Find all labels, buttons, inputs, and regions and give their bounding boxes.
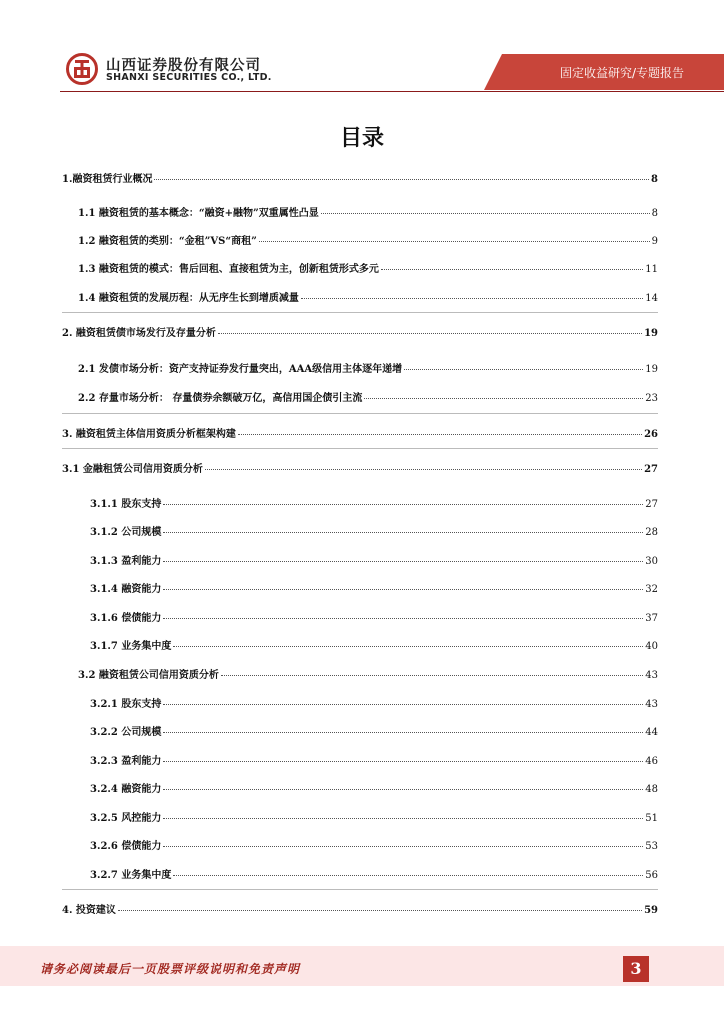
- toc-entry-page: 48: [645, 784, 658, 795]
- toc-entry[interactable]: [90, 752, 658, 767]
- toc-entry-title: 3.2.3 盈利能力: [90, 756, 162, 767]
- toc-leader-dots: [118, 910, 642, 911]
- toc-entry-page: 19: [645, 364, 658, 375]
- toc-leader-dots: [154, 179, 649, 180]
- toc-leader-dots: [163, 818, 643, 819]
- toc-leader-dots: [163, 761, 643, 762]
- toc-section-divider: [62, 413, 658, 414]
- page-header: [0, 0, 724, 100]
- toc-entry[interactable]: [62, 170, 658, 185]
- toc-entry[interactable]: [62, 324, 658, 339]
- toc-entry-page: 8: [651, 208, 658, 219]
- toc-entry[interactable]: [78, 360, 658, 375]
- toc-entry[interactable]: [90, 780, 658, 795]
- disclaimer-text: 请务必阅读最后一页股票评级说明和免责声明: [40, 962, 301, 976]
- toc-entry-title: 2.1 发债市场分析：资产支持证券发行量突出，AAA级信用主体逐年递增: [78, 364, 403, 375]
- toc-entry-title: 3.1 金融租赁公司信用资质分析: [62, 464, 203, 475]
- toc-entry-page: 8: [651, 174, 658, 185]
- toc-entry-page: 53: [645, 841, 658, 852]
- toc-entry[interactable]: [90, 552, 658, 567]
- toc-leader-dots: [163, 704, 643, 705]
- toc-entry-page: 23: [645, 393, 658, 404]
- report-type: 固定收益研究/专题报告: [559, 66, 684, 80]
- toc-leader-dots: [321, 213, 650, 214]
- toc-entry-title: 4. 投资建议: [62, 905, 116, 916]
- page-number: 3: [623, 956, 649, 982]
- company-name-en: SHANXI SECURITIES CO., LTD.: [106, 72, 272, 83]
- toc-entry-title: 3.1.7 业务集中度: [90, 641, 172, 652]
- toc-section-divider: [62, 312, 658, 313]
- toc-entry[interactable]: [78, 260, 658, 275]
- toc-entry-page: 26: [644, 429, 658, 440]
- page-title: 目录: [339, 126, 384, 151]
- toc-section-divider: [62, 889, 658, 890]
- toc-entry-title: 3.1.6 偿债能力: [90, 613, 162, 624]
- toc-entry[interactable]: [78, 204, 658, 219]
- toc-leader-dots: [163, 846, 643, 847]
- toc-entry[interactable]: [90, 695, 658, 710]
- toc-entry-title: 3.2.5 风控能力: [90, 813, 162, 824]
- toc-entry-title: 1.3 融资租赁的模式：售后回租、直接租赁为主，创新租赁形式多元: [78, 264, 379, 275]
- toc-entry-page: 9: [651, 236, 658, 247]
- toc-entry[interactable]: [62, 901, 658, 916]
- toc-leader-dots: [221, 675, 643, 676]
- toc-entry[interactable]: [62, 425, 658, 440]
- toc-leader-dots: [218, 333, 642, 334]
- toc-entry[interactable]: [78, 232, 658, 247]
- toc-leader-dots: [238, 434, 642, 435]
- toc-entry-title: 3.2.4 融资能力: [90, 784, 162, 795]
- toc-entry-page: 46: [645, 756, 658, 767]
- toc-entry[interactable]: [90, 580, 658, 595]
- header-divider: [60, 91, 724, 92]
- toc-entry-title: 3.1.1 股东支持: [90, 499, 162, 510]
- toc-entry-page: 28: [645, 527, 658, 538]
- toc-leader-dots: [163, 532, 643, 533]
- toc-entry[interactable]: [90, 609, 658, 624]
- shanxi-securities-logo-icon: [66, 53, 98, 85]
- toc-entry-title: 3.2.7 业务集中度: [90, 870, 172, 881]
- toc-leader-dots: [163, 732, 643, 733]
- toc-leader-dots: [205, 469, 642, 470]
- toc-leader-dots: [259, 241, 650, 242]
- toc-entry[interactable]: [90, 495, 658, 510]
- toc-entry[interactable]: [90, 637, 658, 652]
- toc-entry-page: 51: [645, 813, 658, 824]
- toc-entry-page: 56: [645, 870, 658, 881]
- toc-entry-title: 3.2.2 公司规模: [90, 727, 162, 738]
- toc-entry[interactable]: [78, 666, 658, 681]
- toc-entry-title: 2. 融资租赁债市场发行及存量分析: [62, 328, 216, 339]
- toc-leader-dots: [163, 618, 643, 619]
- toc-entry[interactable]: [90, 523, 658, 538]
- toc-entry-title: 1.2 融资租赁的类别：“金租”VS“商租”: [78, 236, 257, 247]
- toc-leader-dots: [381, 269, 643, 270]
- toc-entry-title: 1.4 融资租赁的发展历程：从无序生长到增质减量: [78, 293, 299, 304]
- toc-entry[interactable]: [90, 809, 658, 824]
- toc-entry-page: 43: [645, 670, 658, 681]
- toc-entry-page: 19: [644, 328, 658, 339]
- toc-entry-page: 14: [645, 293, 658, 304]
- toc-entry-title: 1.1 融资租赁的基本概念：“融资+融物”双重属性凸显: [78, 208, 319, 219]
- toc-entry[interactable]: [78, 389, 658, 404]
- toc-entry-title: 3. 融资租赁主体信用资质分析框架构建: [62, 429, 236, 440]
- toc-entry-title: 3.2 融资租赁公司信用资质分析: [78, 670, 219, 681]
- toc-leader-dots: [173, 875, 643, 876]
- toc-entry-page: 44: [645, 727, 658, 738]
- toc-entry[interactable]: [78, 289, 658, 304]
- toc-entry[interactable]: [90, 866, 658, 881]
- toc-entry-page: 27: [645, 499, 658, 510]
- company-name-cn: 山西证券股份有限公司: [106, 58, 261, 74]
- toc-leader-dots: [163, 789, 643, 790]
- toc-entry-title: 3.1.2 公司规模: [90, 527, 162, 538]
- toc-entry[interactable]: [90, 723, 658, 738]
- toc-entry-page: 30: [645, 556, 658, 567]
- toc-entry-page: 40: [645, 641, 658, 652]
- toc-leader-dots: [163, 504, 643, 505]
- toc-entry-page: 37: [645, 613, 658, 624]
- toc-leader-dots: [163, 589, 643, 590]
- toc-entry-page: 32: [645, 584, 658, 595]
- toc-entry-title: 3.1.4 融资能力: [90, 584, 162, 595]
- toc-entry-title: 3.2.6 偿债能力: [90, 841, 162, 852]
- toc-entry[interactable]: [90, 837, 658, 852]
- toc-leader-dots: [364, 398, 643, 399]
- toc-section-divider: [62, 448, 658, 449]
- toc-leader-dots: [404, 369, 643, 370]
- toc-entry-title: 2.2 存量市场分析： 存量债券余额破万亿，高信用国企债引主流: [78, 393, 363, 404]
- toc-entry-page: 11: [645, 264, 658, 275]
- toc-entry-page: 27: [644, 464, 658, 475]
- toc-entry-title: 3.1.3 盈利能力: [90, 556, 162, 567]
- toc-entry-page: 59: [644, 905, 658, 916]
- toc-leader-dots: [163, 561, 643, 562]
- toc-leader-dots: [173, 646, 643, 647]
- toc-leader-dots: [301, 298, 643, 299]
- toc-entry-page: 43: [645, 699, 658, 710]
- toc-entry-title: 1.融资租赁行业概况: [62, 174, 153, 185]
- toc-entry[interactable]: [62, 460, 658, 475]
- toc-entry-title: 3.2.1 股东支持: [90, 699, 162, 710]
